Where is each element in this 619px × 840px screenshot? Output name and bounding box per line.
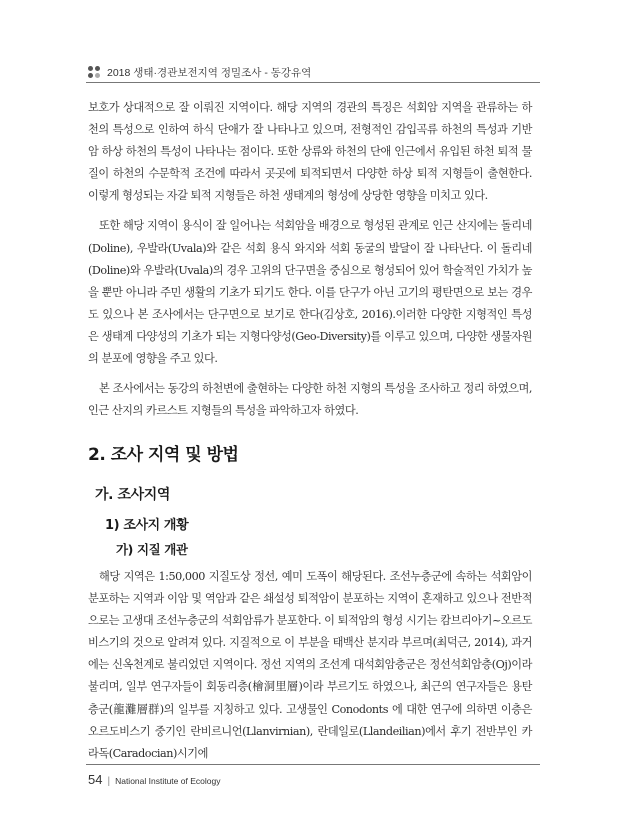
subsection-heading: 가. 조사지역 — [95, 487, 171, 503]
subsubsection-heading: 1) 조사지 개황 — [105, 518, 189, 533]
publisher-name: National Institute of Ecology — [115, 776, 221, 786]
running-header-title: 2018 생태·경관보전지역 정밀조사 - 동강유역 — [107, 66, 312, 79]
section-heading: 2. 조사 지역 및 방법 — [88, 445, 239, 465]
topic-heading: 가) 지질 개관 — [116, 542, 188, 557]
page-number: 54 — [88, 772, 103, 787]
header-dots-icon — [88, 66, 100, 78]
body-text-top — [88, 97, 532, 430]
header-rule — [86, 82, 540, 83]
paragraph: 보호가 상대적으로 잘 이뤄진 지역이다. 해당 지역의 경관의 특징은 석회암 지역을 관류하는 하천의 특성으로 인하여 하식 단애가 잘 나타나고 있으며, 전형적인 감입곡류 하천의 특성과 기반암 하상 하천의 특성이 나타나는 점이다. 또한 상류와 하천의 단애 인근에서 유입된 하천 퇴적 물질이 하천의 수문학적 조건에 따라서 곳곳에 퇴적되면서 다양한 하상 퇴적 지형들이 출현한다. 이렇게 형성되는 자갈 퇴적 지형들은 하천 생태계의 형성에 상당한 영향을 미치고 있다. — [88, 101, 532, 203]
running-header — [88, 64, 311, 80]
footer-rule — [86, 764, 540, 765]
paragraph: 해당 지역은 1:50,000 지질도상 정선, 예미 도폭이 해당된다. 조선누층군에 속하는 석회암이 분포하는 지역과 이암 및 역암과 같은 쇄설성 퇴적암이 분포하는 지역이 혼재하고 있으나 전반적으로는 고생대 조선누층군의 석회암류가 분포한다. 이 퇴적암의 형성 시기는 캄브리아기~오르도비스기의 것으로 알려져 있다. 지질적으로 이 부분을 태백산 분지라 부르며(최덕근, 2014), 과거에는 신옥천계로 불리었던 지역이다. 정선 지역의 조선계 대석회암층군은 정선석회암층(Oj)이라 불리며, 일부 연구자들이 회동리층(檜洞里層)이라 부르기도 하였으나, 최근의 연구자들은 용탄층군(龍灘層群)의 일부를 지칭하고 있다. 고생물인 Conodonts 에 대한 연구에 의하면 이층은 오르도비스기 중기인 란비르니언(Llanvirnian), 란데일로(Llandeilian)에서 후기 전반부인 카라독(Caradocian)시기에 — [88, 570, 532, 760]
footer-separator: | — [107, 776, 111, 787]
page-footer — [88, 772, 220, 787]
paragraph: 또한 해당 지역이 용식이 잘 일어나는 석회암을 배경으로 형성된 관계로 인근 산지에는 돌리네(Doline), 우발라(Uvala)와 같은 석회 용식 와지와 석회 동굴의 발달이 잘 나타난다. 이 돌리네(Doline)와 우발라(Uvala)의 경우 고위의 단구면을 중심으로 형성되어 있어 학술적인 가치가 높을 뿐만 아니라 주민 생활의 기초가 되기도 한다. 이를 단구가 아닌 고기의 평탄면으로 보는 경우도 있으나 본 조사에서는 단구면으로 보기로 한다(김상호, 2016).이러한 다양한 지형적인 특성은 생태계 다양성의 기초가 되는 지형다양성(Geo-Diversity)를 이루고 있으며, 다양한 생물자원의 분포에 영향을 주고 있다. — [88, 219, 532, 366]
body-text-bottom — [88, 566, 532, 773]
paragraph: 본 조사에서는 동강의 하천변에 출현하는 다양한 하천 지형의 특성을 조사하고 정리 하였으며, 인근 산지의 카르스트 지형들의 특성을 파악하고자 하였다. — [88, 382, 532, 418]
